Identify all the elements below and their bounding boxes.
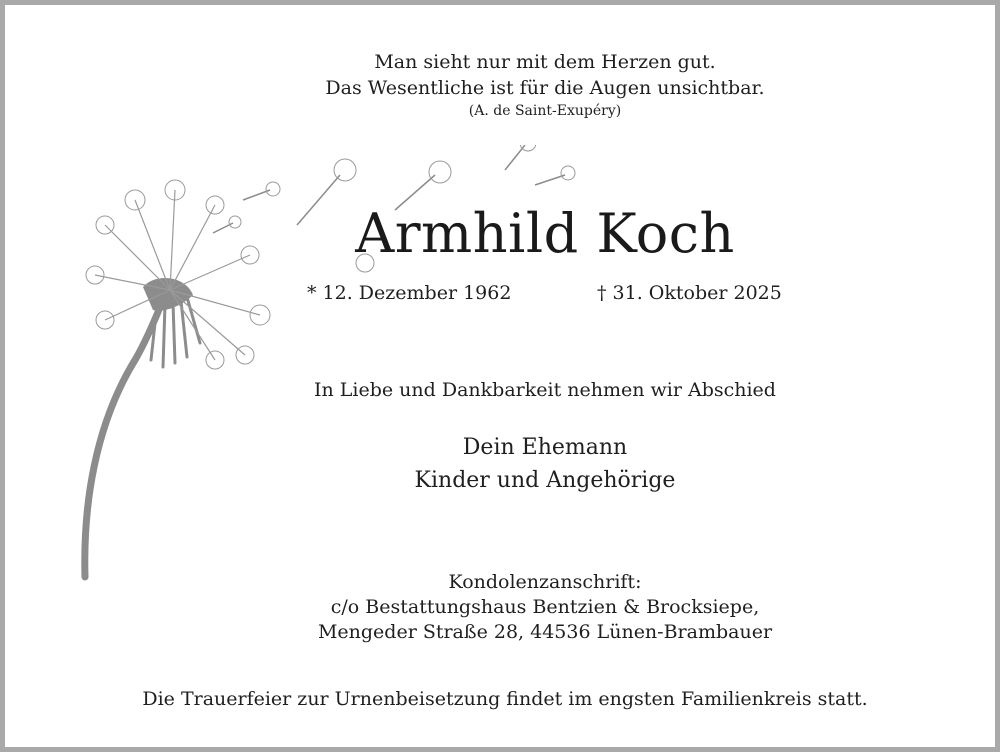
quote-attribution: (A. de Saint-Exupéry): [468, 103, 622, 119]
quote: [295, 49, 795, 101]
death-date: † 31. Oktober 2025: [597, 282, 782, 304]
condolence-address: [245, 570, 845, 645]
quote-line-2: Das Wesentliche ist für die Augen unsichtbar.: [325, 77, 765, 99]
condolence-line-2: Mengeder Straße 28, 44536 Lünen-Brambauer: [317, 621, 773, 643]
condolence-line-1: c/o Bestattungshaus Bentzien & Brocksiepe,: [330, 596, 760, 618]
service-note: Die Trauerfeier zur Urnenbeisetzung findet im engsten Familienkreis statt.: [142, 688, 868, 710]
farewell-text: In Liebe und Dankbarkeit nehmen wir Abschied: [314, 379, 776, 401]
deceased-name: Armhild Koch: [355, 202, 735, 265]
condolence-heading: Kondolenzanschrift:: [448, 571, 642, 593]
mourners-line-2: Kinder und Angehörige: [414, 468, 676, 493]
birth-date: * 12. Dezember 1962: [307, 282, 512, 304]
mourners: [295, 431, 795, 497]
mourners-line-1: Dein Ehemann: [462, 435, 628, 460]
quote-line-1: Man sieht nur mit dem Herzen gut.: [374, 51, 716, 73]
